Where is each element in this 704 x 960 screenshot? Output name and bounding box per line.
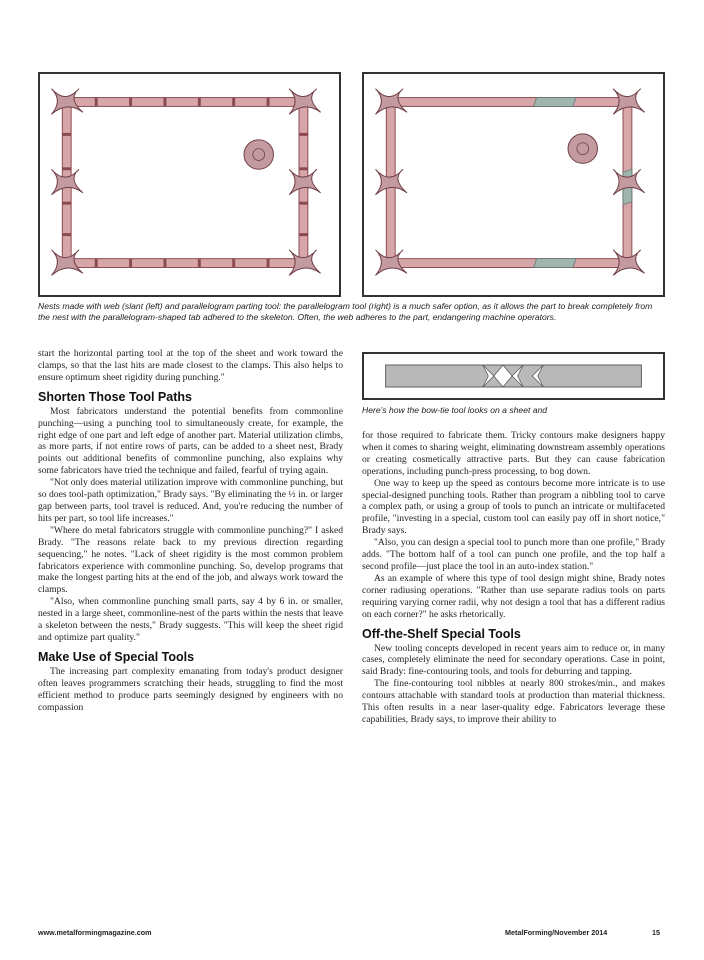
hole-punch — [244, 140, 273, 169]
bowtie-drawing — [364, 354, 663, 398]
right-column — [362, 430, 665, 726]
paragraph: One way to keep up the speed as contours become more intricate is to use special-designed punching tools. Rather than program a nibbling tool to carve a complex path, or using a group of tools to punch an intricate or multifaceted profile, "investing in a special, custom tool can easily pay off in short notice," Brady says. — [362, 477, 665, 537]
web-nest-figure — [38, 72, 341, 297]
paragraph: "Also, you can design a special tool to punch more than one profile," Brady adds. "The bottom half of a tool can punch one profile, and the top half a second profile—just place the tool in an auto-index station." — [362, 537, 665, 572]
paragraph: "Not only does material utilization improve with commonline punching, but so does tool-path optimization," Brady says. "By eliminating the ½ in. or larger gap between parts, tool travel is reduced. And, you're reducing the number of hits per part, so tool life increases." — [38, 477, 343, 524]
parallelogram-tabs — [534, 98, 632, 268]
nest-frame — [386, 98, 632, 268]
bowtie-caption: Here's how the bow-tie tool looks on a sheet and — [362, 405, 548, 415]
paragraph: Most fabricators understand the potential benefits from commonline punching—using a punching tool to simultaneously create, for example, the right edge of one part and left edge of another part. Material utilization climbs, as more parts, if not entire rows of parts, can be added to a sheet nest, Brady points out additional benefits of commonline punching, also explains why some fabricators have tried the technique and failed, fearful of trying again. — [38, 405, 343, 477]
corner-tools — [375, 89, 644, 276]
left-column — [38, 348, 343, 713]
heading-off-the-shelf: Off-the-Shelf Special Tools — [362, 626, 521, 641]
web-tabs — [62, 98, 308, 268]
page-number: 15 — [652, 928, 660, 937]
footer-publication: MetalForming/November 2014 — [505, 928, 608, 937]
paragraph: "Where do metal fabricators struggle with commonline punching?" I asked Brady. "The reasons relate back to my previous direction regarding sequencing," he notes. "Lack of sheet rigidity is the most common problem fabricators experience with commonline punching. So, develop programs that make the longest parting hits at the end of the job, and always work toward the clamps. — [38, 524, 343, 596]
paragraph: As an example of where this type of tool design might shine, Brady notes corner radiusing operations. "Rather than use separate radius tools on parts requiring varying corner radii, why not design a tool that has a different radius on each corner?" he asks rhetorically. — [362, 572, 665, 620]
paragraph: New tooling concepts developed in recent years aim to reduce or, in many cases, completely eliminate the need for secondary operations. Case in point, said Brady: fine-contouring tools, and tools for deburring and tapping. — [362, 642, 665, 678]
paragraph: "Also, when commonline punching small parts, say 4 by 6 in. or smaller, nested in a large sheet, commonline-nest of the parts within the nests that leave a skeleton between the nests," Brady suggests. "This will keep the sheet rigid and optimize part quality." — [38, 596, 343, 643]
paragraph: The fine-contouring tool nibbles at nearly 800 strokes/min., and makes contours attachable with standard tools at production than material thickness. This often results in a near laser-quality edge. Fabricators leverage these capabilities, Brady says, to improve their ability to — [362, 678, 665, 725]
web-nest-drawing — [40, 74, 339, 295]
bowtie-tool-figure — [362, 352, 665, 400]
footer-url: www.metalformingmagazine.com — [38, 928, 152, 937]
intro-paragraph: start the horizontal parting tool at the top of the sheet and work toward the clamps, so that the last hits are made closest to the clamps. This also helps to ensure optimum sheet rigidity during punching." — [38, 348, 343, 383]
heading-special-tools: Make Use of Special Tools — [38, 649, 195, 664]
parallelogram-nest-figure — [362, 72, 665, 297]
paragraph: for those required to fabricate them. Tricky contours make designers happy when it comes to sharing weight, eliminating downstream assembly operations or creating cosmetically attractive parts. But they can cause fabrication operations, including punch-press processing, to bog down. — [362, 430, 665, 477]
heading-shorten-tool-paths: Shorten Those Tool Paths — [38, 389, 192, 404]
paragraph: The increasing part complexity emanating from today's product designer often leaves programmers scratching their heads, struggling to find the most efficient method to produce parts seemingly designed by engineers with no compassion — [38, 665, 343, 713]
parallelogram-nest-drawing — [364, 74, 663, 295]
figure-caption-top: Nests made with web (slant (left) and parallelogram parting tool: the parallelogram tool (right) is a much safer option, as it allows the part to break completely from the nest with the parallelogram-shaped tab adhered to the skeleton. Often, the web adheres to the part, endangering machine operators. — [38, 301, 653, 322]
nest-frame — [62, 98, 308, 268]
corner-tools — [51, 89, 320, 276]
hole-punch — [568, 134, 597, 163]
